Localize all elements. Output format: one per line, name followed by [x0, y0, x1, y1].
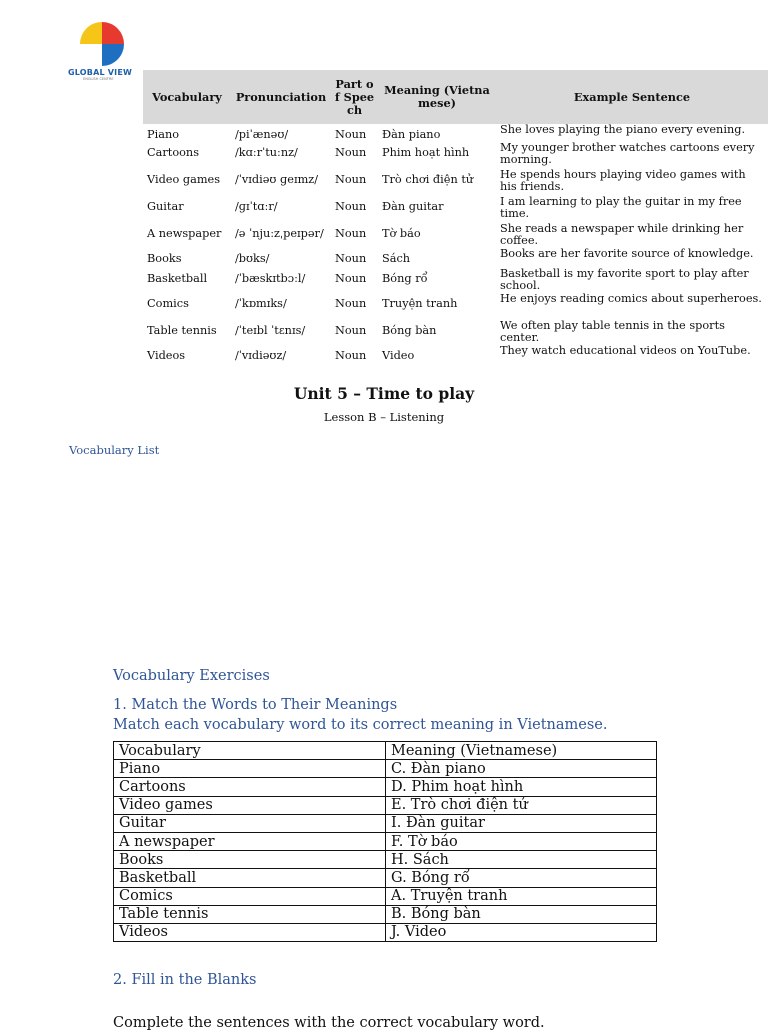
vocab-meaning: Video — [382, 348, 415, 362]
vocab-meaning: Đàn guitar — [382, 199, 444, 213]
vocab-pronunciation: /bʊks/ — [235, 251, 270, 265]
vocab-example: Books are her favorite source of knowledge. — [500, 246, 754, 260]
header-pronunciation: Pronunciation — [231, 70, 331, 124]
match-word: Comics — [114, 887, 386, 905]
match-row — [114, 796, 657, 814]
vocab-word: Cartoons — [147, 145, 199, 159]
logo-subtitle: ENGLISH CENTRE — [83, 77, 114, 81]
match-meaning: D. Phim hoạt hình — [386, 778, 657, 796]
vocabulary-row — [143, 223, 768, 248]
vocab-pronunciation: /ˈvɪdiəʊz/ — [235, 348, 287, 362]
vocab-part-of-speech: Noun — [335, 199, 367, 213]
match-heading: 1. Match the Words to Their Meanings — [113, 697, 398, 713]
vocab-example: He spends hours playing video games with his friends. — [500, 167, 746, 193]
vocab-example: My younger brother watches cartoons every morning. — [500, 140, 755, 166]
match-word: Cartoons — [114, 778, 386, 796]
vocab-pronunciation: /ˈkɒmɪks/ — [235, 296, 287, 310]
vocab-part-of-speech: Noun — [335, 296, 367, 310]
header-meaning: Meaning (Vietnamese) — [378, 70, 496, 124]
match-word: A newspaper — [114, 832, 386, 850]
match-table — [113, 741, 657, 942]
vocab-part-of-speech: Noun — [335, 323, 367, 337]
vocabulary-row — [143, 320, 768, 345]
vocabulary-list-link[interactable]: Vocabulary List — [69, 443, 160, 457]
vocab-word: Piano — [147, 128, 180, 141]
match-meaning: E. Trò chơi điện tử — [386, 796, 657, 814]
match-row — [114, 814, 657, 832]
vocab-part-of-speech: Noun — [335, 145, 367, 159]
logo — [68, 22, 140, 92]
vocab-pronunciation: /kɑːrˈtuːnz/ — [235, 145, 298, 159]
vocab-meaning: Bóng bàn — [382, 323, 437, 337]
vocabulary-row — [143, 248, 768, 268]
vocab-part-of-speech: Noun — [335, 128, 367, 141]
vocab-word: Books — [147, 251, 182, 265]
vocab-pronunciation: /ˈvɪdiəʊ ɡeɪmz/ — [235, 172, 319, 186]
header-example: Example Sentence — [496, 70, 768, 124]
match-word: Table tennis — [114, 905, 386, 923]
vocab-example: She loves playing the piano every evening. — [500, 123, 746, 136]
match-word: Piano — [114, 760, 386, 778]
vocabulary-row — [143, 196, 768, 223]
vocab-meaning: Sách — [382, 251, 411, 265]
match-row — [114, 923, 657, 941]
match-row — [114, 760, 657, 778]
vocabulary-row — [143, 345, 768, 364]
match-header-meaning: Meaning (Vietnamese) — [386, 742, 657, 760]
match-word: Video games — [114, 796, 386, 814]
vocab-example: Basketball is my favorite sport to play after school. — [500, 266, 749, 292]
exercises-heading: Vocabulary Exercises — [113, 668, 270, 684]
vocab-word: Table tennis — [147, 323, 217, 337]
match-meaning: J. Video — [386, 923, 657, 941]
match-row — [114, 851, 657, 869]
vocab-example: She reads a newspaper while drinking her coffee. — [500, 221, 744, 247]
vocab-word: Guitar — [147, 199, 184, 213]
vocab-meaning: Tờ báo — [382, 226, 421, 240]
match-meaning: B. Bóng bàn — [386, 905, 657, 923]
vocab-example: They watch educational videos on YouTube. — [500, 343, 751, 357]
match-word: Books — [114, 851, 386, 869]
vocab-word: Comics — [147, 296, 189, 310]
vocab-word: Video games — [147, 172, 221, 186]
vocab-meaning: Phim hoạt hình — [382, 145, 470, 159]
vocab-pronunciation: /ə ˈnjuːzˌpeɪpər/ — [235, 226, 324, 240]
match-word: Basketball — [114, 869, 386, 887]
match-meaning: G. Bóng rổ — [386, 869, 657, 887]
match-word: Videos — [114, 923, 386, 941]
vocab-word: A newspaper — [147, 226, 222, 240]
logo-icon — [80, 22, 124, 66]
vocab-pronunciation: /piˈænəʊ/ — [235, 128, 289, 141]
match-header-vocabulary: Vocabulary — [114, 742, 386, 760]
match-instruction: Match each vocabulary word to its correct meaning in Vietnamese. — [113, 717, 608, 733]
vocab-example: We often play table tennis in the sports center. — [500, 318, 725, 344]
vocab-pronunciation: /ˈbæskɪtbɔːl/ — [235, 271, 306, 285]
vocab-meaning: Trò chơi điện tử — [382, 172, 474, 186]
vocab-part-of-speech: Noun — [335, 348, 367, 362]
match-row — [114, 887, 657, 905]
match-meaning: H. Sách — [386, 851, 657, 869]
vocab-part-of-speech: Noun — [335, 251, 367, 265]
match-table-header — [114, 742, 657, 760]
unit-title: Unit 5 – Time to play — [293, 384, 475, 403]
vocabulary-row — [143, 268, 768, 293]
match-meaning: C. Đàn piano — [386, 760, 657, 778]
vocab-part-of-speech: Noun — [335, 172, 367, 186]
vocab-meaning: Đàn piano — [382, 128, 441, 141]
vocabulary-table — [143, 70, 768, 364]
vocab-meaning: Bóng rổ — [382, 271, 428, 285]
vocab-word: Videos — [147, 348, 186, 362]
vocab-part-of-speech: Noun — [335, 271, 367, 285]
header-part-of-speech: Part of Speech — [331, 70, 378, 124]
vocab-pronunciation: /ˈteɪbl ˈtɛnɪs/ — [235, 323, 306, 337]
match-word: Guitar — [114, 814, 386, 832]
header-vocabulary: Vocabulary — [143, 70, 231, 124]
vocab-pronunciation: /ɡɪˈtɑːr/ — [235, 199, 278, 213]
match-row — [114, 905, 657, 923]
match-row — [114, 869, 657, 887]
vocab-example: I am learning to play the guitar in my free time. — [500, 194, 742, 220]
vocab-part-of-speech: Noun — [335, 226, 367, 240]
vocab-example: He enjoys reading comics about superheroes. — [500, 291, 762, 305]
vocabulary-table-header — [143, 70, 768, 124]
fill-blanks-instruction: Complete the sentences with the correct vocabulary word. — [113, 1015, 545, 1031]
match-meaning: A. Truyện tranh — [386, 887, 657, 905]
match-row — [114, 778, 657, 796]
vocabulary-row — [143, 142, 768, 169]
match-meaning: F. Tờ báo — [386, 832, 657, 850]
vocab-word: Basketball — [147, 271, 208, 285]
fill-blanks-heading: 2. Fill in the Blanks — [113, 972, 257, 988]
lesson-subtitle: Lesson B – Listening — [323, 410, 445, 424]
vocab-meaning: Truyện tranh — [382, 296, 458, 310]
vocabulary-row — [143, 169, 768, 196]
logo-name: GLOBAL VIEW — [68, 68, 133, 77]
match-meaning: I. Đàn guitar — [386, 814, 657, 832]
match-row — [114, 832, 657, 850]
vocabulary-row — [143, 124, 768, 142]
vocabulary-row — [143, 293, 768, 320]
